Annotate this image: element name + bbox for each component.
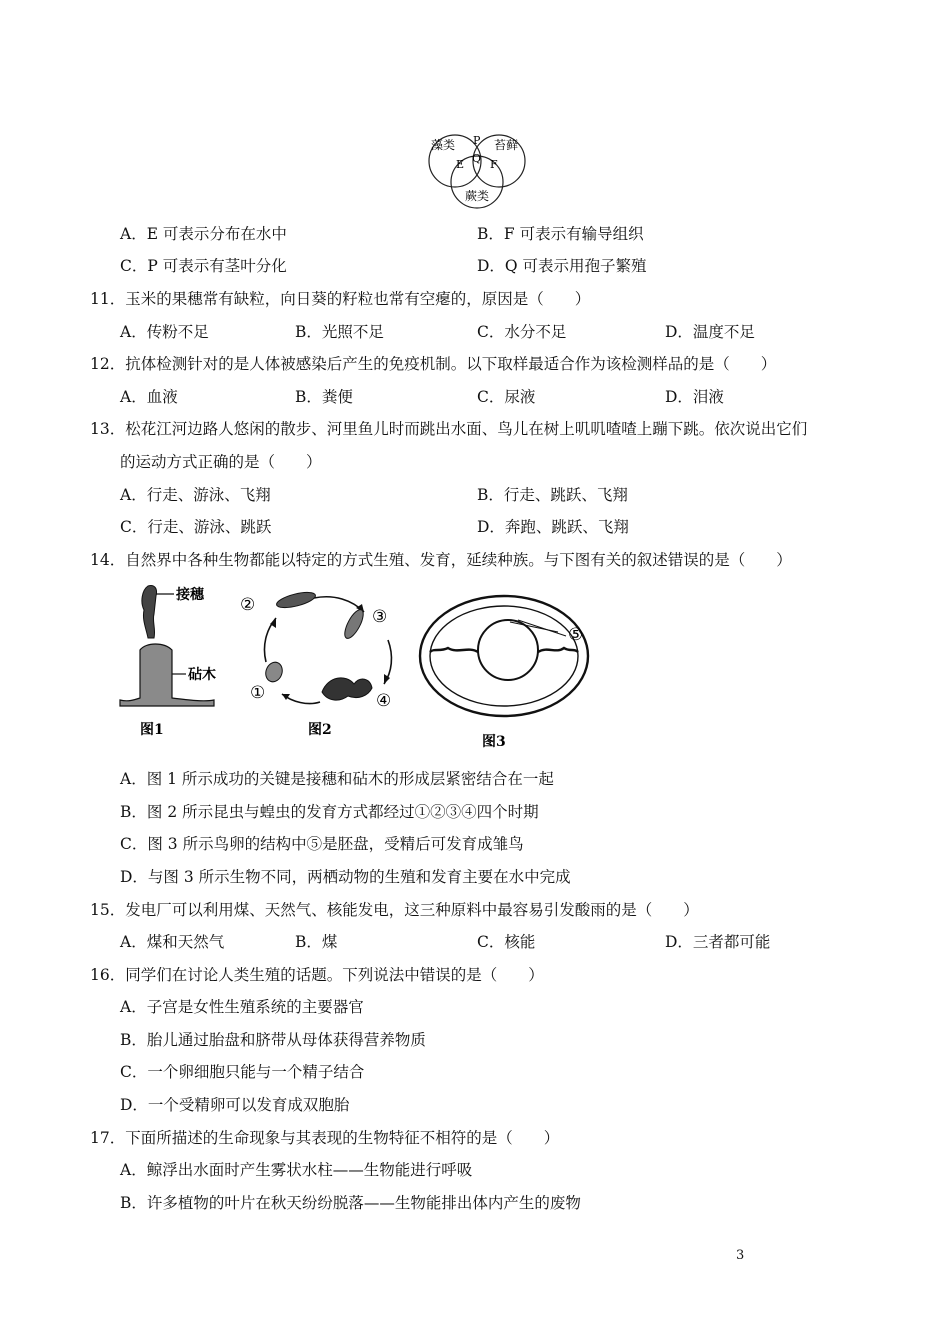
fig3-label-5: ⑤ xyxy=(568,625,584,645)
q13-stem-line1: 13．松花江河边路人悠闲的散步、河里鱼儿时而跳出水面、鸟儿在树上叽叽喳喳上蹦下跳。依次说出它们 xyxy=(90,420,808,438)
venn-label-e: E xyxy=(456,158,465,171)
q12-option-b: B．粪便 xyxy=(295,388,353,406)
q14-figure-1-grafting xyxy=(118,580,243,740)
q14-figure-3-bird-egg xyxy=(418,590,603,755)
butterfly-shape xyxy=(322,678,372,700)
fig2-caption: 图2 xyxy=(308,722,332,738)
q12-option-a: A．血液 xyxy=(120,388,178,406)
q12-option-c: C．尿液 xyxy=(477,388,536,406)
page-number: 3 xyxy=(736,1248,745,1263)
q15-option-d: D．三者都可能 xyxy=(665,933,771,951)
q13-option-c: C．行走、游泳、跳跃 xyxy=(120,518,272,536)
q15-option-a: A．煤和天然气 xyxy=(120,933,225,951)
q16-stem: 16．同学们在讨论人类生殖的话题。下列说法中错误的是（ ） xyxy=(90,966,544,984)
egg-shape xyxy=(263,660,285,684)
fig2-label-1: ① xyxy=(250,683,266,703)
q14-option-b: B．图 2 所示昆虫与蝗虫的发育方式都经过①②③④四个时期 xyxy=(120,803,539,821)
q12-stem: 12．抗体检测针对的是人体被感染后产生的免疫机制。以下取样最适合作为该检测样品的是（ ） xyxy=(90,355,777,373)
fig1-caption: 图1 xyxy=(140,722,164,738)
fig1-scion-label: 接穗 xyxy=(176,587,204,603)
q12-option-d: D．泪液 xyxy=(665,388,724,406)
fig1-stock-label: 砧木 xyxy=(188,667,216,683)
q16-option-d: D．一个受精卵可以发育成双胞胎 xyxy=(120,1096,350,1114)
venn-label-p: P xyxy=(473,134,481,147)
q14-option-c: C．图 3 所示鸟卵的结构中⑤是胚盘，受精后可发育成雏鸟 xyxy=(120,835,524,853)
fig2-label-2: ② xyxy=(240,595,256,615)
q14-option-a: A．图 1 所示成功的关键是接穗和砧木的形成层紧密结合在一起 xyxy=(120,770,554,788)
fig2-label-3: ③ xyxy=(372,607,388,627)
q17-stem: 17．下面所描述的生命现象与其表现的生物特征不相符的是（ ） xyxy=(90,1129,560,1147)
q15-stem: 15．发电厂可以利用煤、天然气、核能发电，这三种原料中最容易引发酸雨的是（ ） xyxy=(90,901,699,919)
q10-option-d: D．Q 可表示用孢子繁殖 xyxy=(477,257,647,275)
fig3-caption: 图3 xyxy=(482,734,506,750)
q11-option-c: C．水分不足 xyxy=(477,323,567,341)
larva-shape xyxy=(275,589,317,610)
venn-label-moss: 苔藓 xyxy=(494,138,519,152)
q11-option-d: D．温度不足 xyxy=(665,323,755,341)
venn-label-q: Q xyxy=(472,152,482,165)
q17-option-a: A．鲸浮出水面时产生雾状水柱——生物能进行呼吸 xyxy=(120,1161,473,1179)
venn-label-fern: 蕨类 xyxy=(465,189,490,203)
venn-label-algae: 藻类 xyxy=(431,138,456,152)
venn-label-f: F xyxy=(490,158,498,171)
pupa-shape xyxy=(341,607,367,641)
q11-stem: 11．玉米的果穗常有缺粒，向日葵的籽粒也常有空瘪的，原因是（ ） xyxy=(90,290,591,308)
q10-option-c: C．P 可表示有茎叶分化 xyxy=(120,257,287,275)
q13-option-d: D．奔跑、跳跃、飞翔 xyxy=(477,518,629,536)
scion-shape xyxy=(142,585,157,638)
egg-yolk xyxy=(478,620,538,680)
q10-option-b: B．F 可表示有输导组织 xyxy=(477,225,644,243)
fig2-label-4: ④ xyxy=(376,691,392,711)
cycle-arrow-top xyxy=(314,597,364,612)
q17-option-b: B．许多植物的叶片在秋天纷纷脱落——生物能排出体内产生的废物 xyxy=(120,1194,581,1212)
q14-figure-2-life-cycle xyxy=(236,584,408,744)
q10-option-a: A．E 可表示分布在水中 xyxy=(120,225,287,243)
q14-stem: 14．自然界中各种生物都能以特定的方式生殖、发育，延续种族。与下图有关的叙述错误的是（ ） xyxy=(90,551,792,569)
q13-stem-line2: 的运动方式正确的是（ ） xyxy=(120,453,322,471)
chalaza-left xyxy=(430,648,478,652)
q15-option-b: B．煤 xyxy=(295,933,338,951)
q15-option-c: C．核能 xyxy=(477,933,536,951)
venn-diagram xyxy=(418,128,534,212)
q16-option-c: C．一个卵细胞只能与一个精子结合 xyxy=(120,1063,365,1081)
q13-option-b: B．行走、跳跃、飞翔 xyxy=(477,486,628,504)
q13-option-a: A．行走、游泳、飞翔 xyxy=(120,486,271,504)
q11-option-a: A．传粉不足 xyxy=(120,323,209,341)
q16-option-a: A．子宫是女性生殖系统的主要器官 xyxy=(120,998,364,1016)
q11-option-b: B．光照不足 xyxy=(295,323,384,341)
chalaza-right xyxy=(538,648,578,652)
q16-option-b: B．胎儿通过胎盘和脐带从母体获得营养物质 xyxy=(120,1031,426,1049)
q14-option-d: D．与图 3 所示生物不同，两栖动物的生殖和发育主要在水中完成 xyxy=(120,868,571,886)
